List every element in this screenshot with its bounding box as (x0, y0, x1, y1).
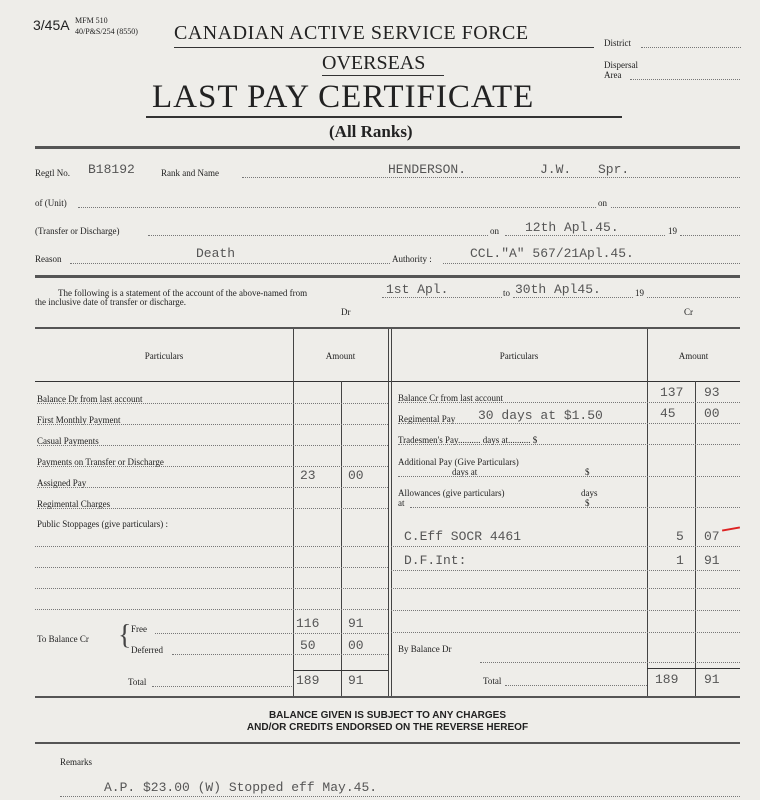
from-value: 1st Apl. (386, 282, 449, 297)
dotted-line (398, 402, 740, 403)
authority-label: Authority : (392, 254, 432, 264)
to-balance-label: To Balance Cr (37, 634, 89, 644)
remarks-value: A.P. $23.00 (W) Stopped eff May.45. (104, 780, 378, 795)
cr-row-cents: 93 (704, 385, 720, 400)
authority-value: CCL."A" 567/21Apl.45. (470, 246, 634, 261)
cr-amount-header: Amount (678, 351, 709, 361)
handwritten-ref: 3/45A (33, 17, 70, 33)
title-line1: CANADIAN ACTIVE SERVICE FORCE (174, 22, 529, 44)
dr-particulars-header: Particulars (144, 351, 184, 361)
area-label: Area (604, 70, 622, 80)
cr-total-cents: 91 (704, 672, 720, 687)
dotted-line (37, 508, 388, 509)
free-cents: 91 (348, 616, 364, 631)
reason-label: Reason (35, 254, 62, 264)
allowances-days: days (581, 488, 598, 498)
transfer-date: 12th Apl.45. (525, 220, 619, 235)
dr-amount-header: Amount (325, 351, 356, 361)
additional-pay-days: days at (452, 467, 478, 477)
dotted-line (398, 423, 740, 424)
dispersal-label: Dispersal (604, 60, 638, 70)
cr-row-label: Tradesmen's Pay.......... days at.......... $ (398, 435, 538, 445)
footer-note1: BALANCE GIVEN IS SUBJECT TO ANY CHARGES (268, 710, 507, 721)
dotted-line (391, 546, 740, 547)
cr-total-label: Total (483, 676, 502, 686)
reason-value: Death (196, 246, 236, 261)
free-label: Free (131, 624, 147, 634)
allowances-dollar: $ (585, 498, 590, 508)
additional-pay-dollar: $ (585, 467, 590, 477)
dotted-line (391, 570, 740, 571)
dr-total-label: Total (128, 677, 147, 687)
dotted-line (37, 466, 388, 467)
unit-on-label: on (598, 198, 607, 208)
form-code: 40/P&S/254 (8550) (75, 27, 138, 36)
page-title: LAST PAY CERTIFICATE (152, 79, 535, 115)
cr-row-label: Regimental Pay (398, 414, 456, 424)
stoppage-dollars: 5 (676, 529, 684, 544)
to-label: to (503, 288, 511, 298)
year-label: 19 (668, 226, 677, 236)
footer-note2: AND/OR CREDITS ENDORSED ON THE REVERSE HEREOF (246, 722, 529, 733)
cr-row-dollars: 137 (660, 385, 684, 400)
statement-year: 19 (635, 288, 644, 298)
dr-row-label: First Monthly Payment (37, 415, 121, 425)
stoppage-dollars: 1 (676, 553, 684, 568)
unit-label: of (Unit) (35, 198, 67, 208)
dr-row-dollars: 23 (300, 468, 316, 483)
dr-row-label: Balance Dr from last account (37, 394, 143, 404)
deferred-label: Deferred (131, 645, 163, 655)
statement-text: The following is a statement of the account of the above-named from (58, 288, 308, 298)
transfer-on-label: on (490, 226, 499, 236)
stoppage-cents: 91 (704, 553, 720, 568)
allowances-at: at (398, 498, 405, 508)
initials-value: J.W. (540, 162, 572, 177)
title-line2: OVERSEAS (322, 52, 426, 74)
cr-total-dollars: 189 (655, 672, 679, 687)
dotted-line (37, 445, 388, 446)
dr-row-label: Regimental Charges (37, 499, 111, 509)
cr-row-dollars: 45 (660, 406, 676, 421)
district-label: District (604, 38, 631, 48)
name-value: HENDERSON. (388, 162, 467, 177)
dr-label: Dr (341, 307, 351, 317)
rank-label: Rank and Name (161, 168, 219, 178)
to-value: 30th Apl45. (515, 282, 601, 297)
dr-total-cents: 91 (348, 673, 364, 688)
cr-row-label: Balance Cr from last account (398, 393, 503, 403)
stoppage-entry: C.Eff SOCR 4461 (404, 529, 522, 544)
form-number: MFM 510 (75, 16, 108, 25)
rank-value: Spr. (598, 162, 630, 177)
subtitle: (All Ranks) (329, 122, 413, 141)
free-dollars: 116 (296, 616, 320, 631)
regtl-value: B18192 (88, 162, 135, 177)
allowances-label: Allowances (give particulars) (398, 488, 505, 498)
dr-row-cents: 00 (348, 468, 364, 483)
cr-row-entry: 30 days at $1.50 (478, 408, 603, 423)
cr-label: Cr (684, 307, 693, 317)
dotted-line (398, 444, 740, 445)
additional-pay-label: Additional Pay (Give Particulars) (398, 457, 519, 467)
regtl-label: Regtl No. (35, 168, 70, 178)
dr-row-label: Payments on Transfer or Discharge (37, 457, 164, 467)
dr-total-dollars: 189 (296, 673, 320, 688)
dr-row-label: Public Stoppages (give particulars) : (37, 519, 168, 529)
remarks-label: Remarks (60, 757, 92, 767)
by-balance-label: By Balance Dr (398, 644, 452, 654)
dr-row-label: Casual Payments (37, 436, 99, 446)
cr-particulars-header: Particulars (499, 351, 539, 361)
red-check-mark (722, 526, 740, 531)
cr-row-cents: 00 (704, 406, 720, 421)
dr-row-label: Assigned Pay (37, 478, 87, 488)
dotted-line (37, 403, 388, 404)
statement-text2: the inclusive date of transfer or discharge. (35, 297, 187, 307)
brace: { (118, 620, 132, 651)
stoppage-cents: 07 (704, 529, 720, 544)
deferred-cents: 00 (348, 638, 364, 653)
stoppage-entry: D.F.Int: (404, 553, 467, 568)
transfer-label: (Transfer or Discharge) (35, 226, 120, 236)
deferred-dollars: 50 (300, 638, 316, 653)
dotted-line (37, 487, 388, 488)
dotted-line (37, 424, 388, 425)
